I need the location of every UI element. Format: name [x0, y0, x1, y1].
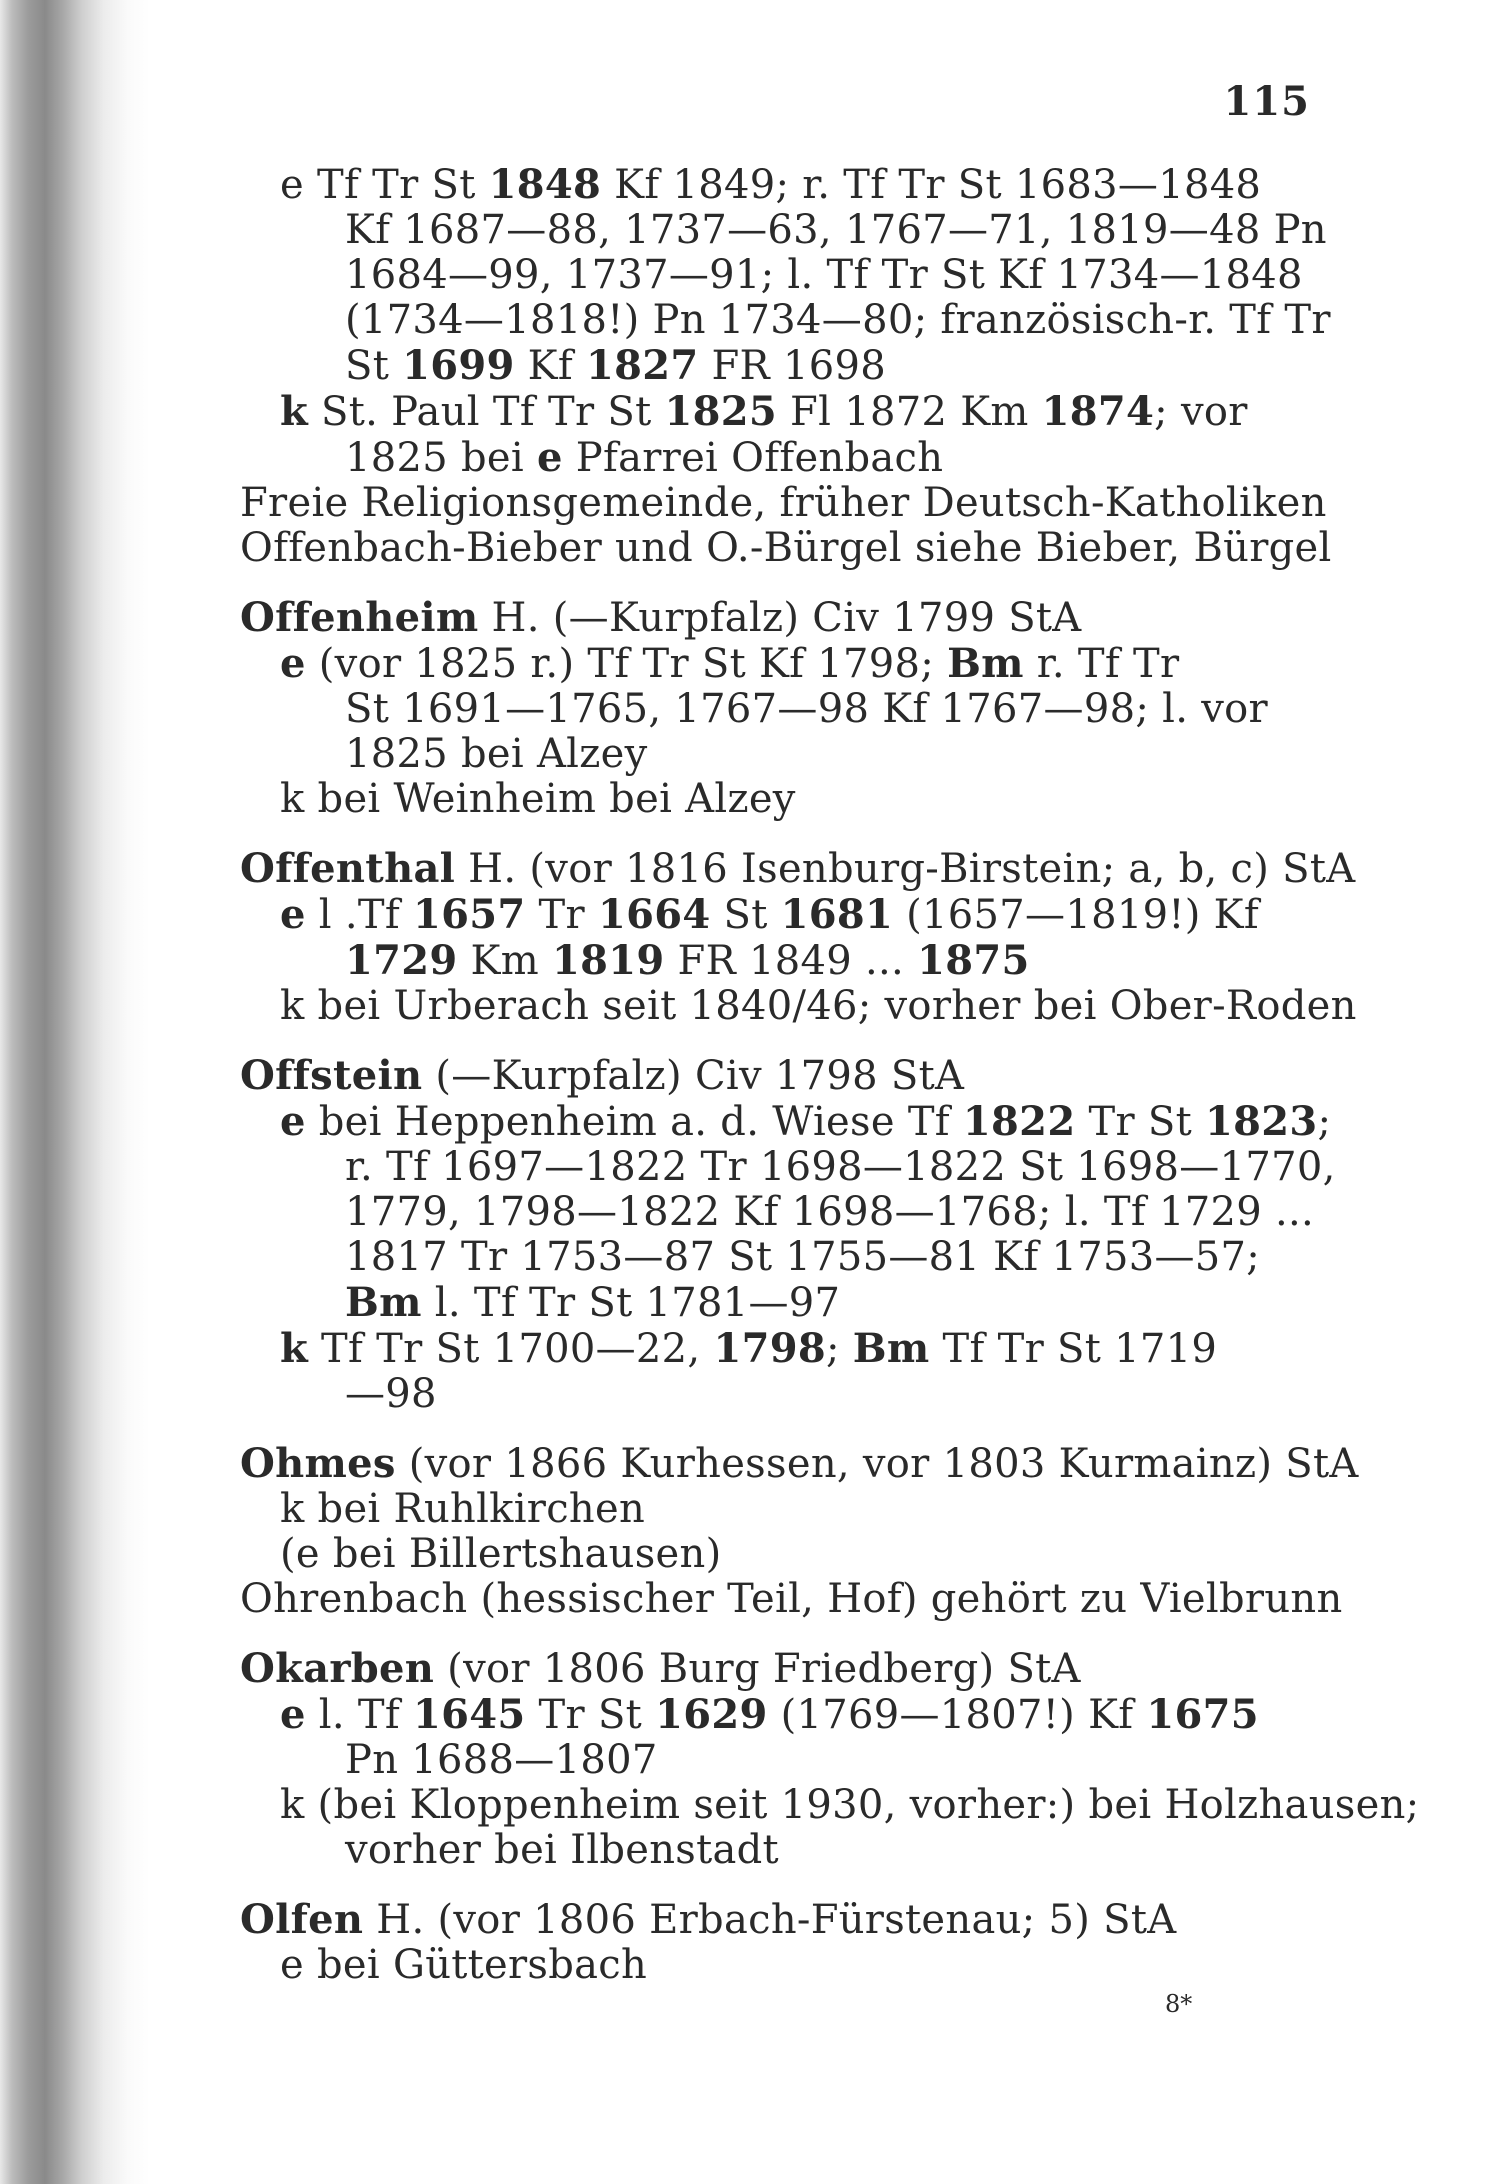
bold-term: 1664: [597, 891, 711, 938]
text-run: k (bei Kloppenheim seit 1930, vorher:) bei Holzhausen;: [280, 1782, 1420, 1828]
entry-offenbach-cont: [240, 161, 1332, 571]
bold-term: 1729: [345, 937, 458, 984]
text-run: (—Kurpfalz) Civ 1798 StA: [422, 1053, 965, 1099]
bold-term: 1645: [413, 1691, 526, 1738]
text-run: (1657—1819!) Kf: [893, 892, 1259, 938]
bold-term: e: [280, 640, 306, 687]
entry-ohmes: [240, 1440, 1359, 1622]
text-run: k bei Weinheim bei Alzey: [280, 776, 796, 822]
text-line: [240, 892, 1310, 938]
bold-term: 1699: [402, 342, 515, 389]
text-run: St. Paul Tf Tr St: [308, 389, 665, 435]
text-run: vorher bei Ilbenstadt: [345, 1827, 779, 1873]
text-run: St 1691—1765, 1767—98 Kf 1767—98; l. vor: [345, 686, 1268, 732]
text-line: [240, 1532, 1310, 1577]
bold-term: 1848: [488, 161, 602, 208]
page-number: 115: [1223, 78, 1310, 125]
text-line: [240, 343, 1310, 389]
text-run: (1734—1818!) Pn 1734—80; französisch-r. Tf Tr: [345, 297, 1331, 343]
text-line: [240, 1738, 1310, 1783]
text-run: Tr St: [1075, 1099, 1205, 1145]
entry-offenheim: [240, 595, 1310, 822]
text-run: H. (vor 1806 Erbach-Fürstenau; 5) StA: [363, 1897, 1177, 1943]
bold-term: Bm: [345, 1279, 422, 1326]
text-line: [240, 297, 1331, 343]
text-run: (vor 1825 r.) Tf Tr St Kf 1798;: [305, 641, 948, 687]
text-line: [240, 983, 1357, 1029]
text-line: [240, 1692, 1310, 1738]
bold-term: Offenheim: [240, 594, 479, 641]
text-line: [240, 1828, 1310, 1873]
text-run: 1825 bei: [345, 435, 537, 481]
text-run: St: [345, 343, 403, 389]
text-line: [240, 641, 1310, 687]
bold-term: Ohmes: [240, 1440, 396, 1487]
bold-term: Olfen: [240, 1896, 364, 1943]
text-run: 1817 Tr 1753—87 St 1755—81 Kf 1753—57;: [345, 1234, 1261, 1280]
text-line: [240, 1372, 1310, 1417]
text-run: Kf 1687—88, 1737—63, 1767—71, 1819—48 Pn: [345, 207, 1327, 253]
text-run: (1769—1807!) Kf: [767, 1692, 1147, 1738]
bold-term: Okarben: [240, 1645, 435, 1692]
bold-term: 1874: [1041, 388, 1155, 435]
bold-term: 1827: [585, 342, 699, 389]
text-run: l. Tf: [305, 1692, 413, 1738]
text-run: Fl 1872 Km: [777, 389, 1042, 435]
text-run: ;: [826, 1326, 853, 1372]
text-line: [240, 1326, 1310, 1372]
text-run: Kf 1849; r. Tf Tr St 1683—1848: [601, 162, 1262, 208]
text-line: [240, 162, 1310, 208]
text-run: FR 1849 ...: [664, 938, 918, 984]
text-line: [240, 1646, 1310, 1692]
text-run: e bei Güttersbach: [280, 1942, 648, 1988]
bold-term: e: [280, 891, 306, 938]
text-line: [240, 687, 1310, 732]
bold-term: k: [280, 388, 309, 435]
text-run: Freie Religionsgemeinde, früher Deutsch-Katholiken: [240, 480, 1327, 526]
text-line: [240, 1280, 1310, 1326]
text-run: (vor 1806 Burg Friedberg) StA: [434, 1646, 1081, 1692]
text-run: Ohrenbach (hessischer Teil, Hof) gehört zu Vielbrunn: [240, 1576, 1343, 1622]
text-line: [240, 1440, 1359, 1487]
text-run: Tf Tr St 1700—22,: [308, 1326, 714, 1372]
signature-mark: 8*: [1165, 1990, 1193, 2018]
bold-term: 1675: [1146, 1691, 1259, 1738]
text-line: [240, 525, 1332, 571]
text-run: ;: [1317, 1099, 1332, 1145]
text-run: r. Tf 1697—1822 Tr 1698—1822 St 1698—1770,: [345, 1144, 1336, 1190]
text-line: [240, 1235, 1310, 1280]
text-line: [240, 732, 1310, 777]
text-line: [240, 777, 1310, 822]
bold-term: Bm: [947, 640, 1024, 687]
bold-term: 1822: [962, 1098, 1076, 1145]
text-run: Tr: [525, 892, 598, 938]
text-run: e Tf Tr St: [280, 162, 489, 208]
text-run: Offenbach-Bieber und O.-Bürgel siehe Bieber, Bürgel: [240, 525, 1332, 571]
bold-term: Offstein: [240, 1052, 423, 1099]
bold-term: k: [280, 1325, 309, 1372]
bold-term: e: [537, 434, 563, 481]
text-run: ; vor: [1154, 389, 1248, 435]
text-run: H. (vor 1816 Isenburg-Birstein; a, b, c) StA: [455, 846, 1356, 892]
bold-term: e: [280, 1098, 306, 1145]
text-run: Km: [457, 938, 552, 984]
text-run: H. (—Kurpfalz) Civ 1799 StA: [478, 595, 1082, 641]
bold-term: 1823: [1204, 1098, 1318, 1145]
text-line: [240, 1897, 1310, 1943]
text-run: Kf: [514, 343, 586, 389]
entry-offenthal: [240, 845, 1357, 1029]
text-run: r. Tf Tr: [1023, 641, 1180, 687]
text-run: (vor 1866 Kurhessen, vor 1803 Kurmainz) StA: [395, 1441, 1359, 1487]
text-run: l .Tf: [305, 892, 413, 938]
text-run: Tr St: [525, 1692, 656, 1738]
bold-term: 1657: [413, 891, 526, 938]
text-run: k bei Urberach seit 1840/46; vorher bei Ober-Roden: [280, 983, 1357, 1029]
entry-olfen: [240, 1897, 1310, 1988]
text-run: l. Tf Tr St 1781—97: [421, 1280, 841, 1326]
text-line: [240, 480, 1327, 526]
text-line: [240, 1576, 1343, 1622]
text-run: Tf Tr St 1719: [929, 1326, 1218, 1372]
text-line: [240, 1144, 1336, 1190]
text-run: Pfarrei Offenbach: [562, 435, 944, 481]
bold-term: 1819: [551, 937, 665, 984]
bold-term: Bm: [852, 1325, 930, 1372]
text-run: 1825 bei Alzey: [345, 731, 648, 777]
text-line: [240, 1487, 1310, 1532]
text-line: [240, 207, 1327, 253]
text-line: [240, 1053, 1310, 1099]
text-line: [240, 1943, 1310, 1988]
bold-term: 1681: [780, 891, 894, 938]
bold-term: Offenthal: [240, 845, 456, 892]
text-line: [240, 1189, 1315, 1235]
text-line: [240, 938, 1310, 984]
text-line: [240, 435, 1310, 481]
text-run: bei Heppenheim a. d. Wiese Tf: [305, 1099, 963, 1145]
bold-term: 1798: [713, 1325, 826, 1372]
bold-term: 1825: [664, 388, 778, 435]
text-run: 1779, 1798—1822 Kf 1698—1768; l. Tf 1729 ...: [345, 1189, 1315, 1235]
text-run: k bei Ruhlkirchen: [280, 1486, 646, 1532]
text-line: [240, 845, 1356, 892]
gazetteer-text: [240, 161, 1420, 1988]
text-run: (e bei Billertshausen): [280, 1531, 722, 1577]
entry-offstein: [240, 1052, 1336, 1417]
text-line: [240, 595, 1310, 641]
bold-term: 1629: [655, 1691, 768, 1738]
text-line: [240, 1782, 1420, 1828]
text-run: 1684—99, 1737—91; l. Tf Tr St Kf 1734—1848: [345, 252, 1303, 298]
text-run: —98: [345, 1371, 437, 1417]
entry-okarben: [240, 1645, 1420, 1873]
text-line: [240, 253, 1310, 298]
text-run: St: [710, 892, 781, 938]
bold-term: 1875: [917, 937, 1030, 984]
text-line: [240, 1098, 1332, 1145]
text-run: FR 1698: [698, 343, 886, 389]
bold-term: e: [280, 1691, 306, 1738]
text-run: Pn 1688—1807: [345, 1737, 658, 1783]
text-line: [240, 389, 1310, 435]
